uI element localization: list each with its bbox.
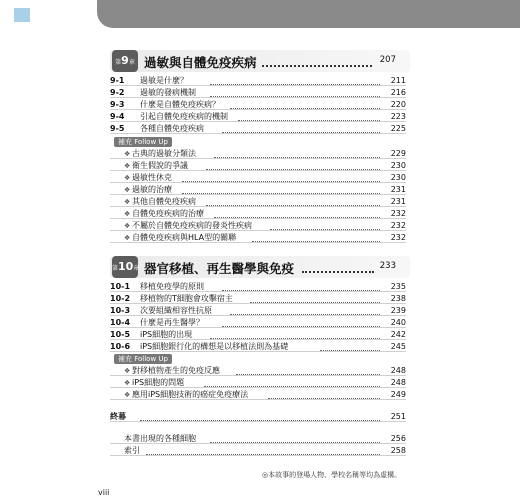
toc-row[interactable] [110,294,406,304]
section-title: 什麼是再生醫學？ [140,318,204,327]
supplement-row[interactable] [110,197,406,207]
dot-leader [320,349,380,351]
chapter-badge-number: 9 [121,54,129,67]
supplement-title: 不屬於自體免疫疾病的發炎性疾病 [132,221,252,230]
chapter-badge [112,256,138,278]
corner-accent-square [14,8,30,22]
section-page: 240 [390,318,406,327]
supplement-title: 古典的過敏分類法 [132,149,196,158]
dot-leader [268,397,380,399]
section-number: 10-3 [110,306,131,315]
section-page: 245 [390,342,406,351]
dot-leader [252,240,380,242]
section-title: 各種自體免疫疾病 [140,124,204,133]
dot-leader [204,385,380,387]
dot-leader [214,156,380,158]
diamond-bullet-icon: ❖ [124,391,131,399]
supplement-row[interactable] [110,221,406,231]
section-title: iPS細胞銀行化的構想是以移植法則為基礎 [140,342,289,351]
diamond-bullet-icon: ❖ [124,174,131,182]
toc-row[interactable] [110,100,406,110]
chapter-title: 過敏與自體免疫疾病 [144,55,257,70]
chapter-page: 207 [379,55,396,65]
section-page: 239 [390,306,406,315]
dot-leader [302,265,374,273]
backmatter-title: 索引 [124,446,140,455]
chapter-badge-number: 10 [118,260,134,273]
dot-leader [214,216,380,218]
toc-row[interactable] [110,342,406,352]
dot-leader [210,83,380,85]
toc-row[interactable] [110,112,406,122]
diamond-bullet-icon: ❖ [124,162,131,170]
fiction-note: ◎本故事的登場人物、學校名稱等均為虛構。 [262,471,402,479]
section-number: 10-4 [110,318,131,327]
dot-leader [182,180,380,182]
section-number: 10-6 [110,342,131,351]
supplement-title: 對移植物產生的免疫反應 [132,366,220,375]
section-number: 10-2 [110,294,131,303]
dot-leader [146,453,380,455]
section-number: 9-2 [110,88,125,97]
supplement-page: 249 [390,390,406,399]
section-title: 引起自體免疫疾病的機制 [140,112,228,121]
header-band [97,0,520,28]
dot-leader [206,168,380,170]
supplement-row[interactable] [110,209,406,219]
chapter-badge-suffix: 章 [133,265,140,272]
section-page: 225 [390,124,406,133]
backmatter-page: 256 [390,434,406,443]
dot-leader [210,337,380,339]
supplement-row[interactable] [110,378,406,388]
section-title: 移植免疫學的原則 [140,282,204,291]
section-number: 9-4 [110,112,125,121]
supplement-title: 自體免疫疾病與HLA型的關聯 [132,233,237,242]
diamond-bullet-icon: ❖ [124,222,131,230]
section-number: 10-1 [110,282,131,291]
supplement-title: 應用iPS細胞技術的癌症免疫療法 [132,390,249,399]
supplement-tag: 補充 Follow Up [114,137,172,147]
supplement-page: 230 [390,173,406,182]
supplement-title: 衛生假說的爭議 [132,161,188,170]
toc-row[interactable] [110,330,406,340]
dot-leader [182,192,380,194]
supplement-title: 自體免疫疾病的治療 [132,209,204,218]
section-title: 次要組織相容性抗原 [140,306,212,315]
section-page: 238 [390,294,406,303]
dot-leader [222,289,380,291]
diamond-bullet-icon: ❖ [124,234,131,242]
dot-leader [236,373,380,375]
supplement-row[interactable] [110,390,406,400]
dot-leader [250,301,380,303]
dot-leader [230,313,380,315]
toc-row-epilogue[interactable] [110,412,406,422]
backmatter-page: 251 [390,412,406,421]
toc-row[interactable] [110,306,406,316]
toc-row[interactable] [110,124,406,134]
section-page: 220 [390,100,406,109]
supplement-row[interactable] [110,233,406,243]
toc-row[interactable] [110,88,406,98]
section-page: 235 [390,282,406,291]
toc-row[interactable] [110,318,406,328]
chapter-badge-prefix: 第 [112,265,119,272]
supplement-title: 過敏的治療 [132,185,172,194]
chapter-badge-suffix: 章 [128,59,135,66]
toc-row-cells[interactable] [110,434,406,444]
diamond-bullet-icon: ❖ [124,198,131,206]
supplement-tag: 補充 Follow Up [114,354,172,364]
supplement-page: 248 [390,378,406,387]
section-title: 移植物的T細胞會攻擊宿主 [140,294,233,303]
section-number: 9-3 [110,100,125,109]
chapter-page: 233 [379,261,396,271]
page-folio: viii [98,488,110,497]
diamond-bullet-icon: ❖ [124,367,131,375]
section-title: 什麼是自體免疫疾病？ [140,100,220,109]
backmatter-title: 本書出現的各種細胞 [124,434,196,443]
toc-row-index[interactable] [110,446,406,456]
supplement-page: 229 [390,149,406,158]
supplement-page: 230 [390,161,406,170]
toc-row[interactable] [110,282,406,292]
section-title: 過敏的發病機制 [140,88,196,97]
supplement-page: 232 [390,209,406,218]
supplement-page: 231 [390,185,406,194]
supplement-title: 過敏性休克 [132,173,172,182]
supplement-row[interactable] [110,185,406,195]
section-page: 242 [390,330,406,339]
dot-leader [262,59,372,67]
supplement-title: iPS細胞的問題 [132,378,185,387]
chapter-title: 器官移植、再生醫學與免疫 [144,261,295,276]
dot-leader [210,95,380,97]
dot-leader [222,325,380,327]
chapter-10-heading[interactable] [110,256,410,278]
diamond-bullet-icon: ❖ [124,379,131,387]
dot-leader [270,228,380,230]
chapter-9-heading[interactable] [110,50,410,72]
chapter-badge [112,50,138,72]
backmatter-title: 終幕 [110,412,126,421]
toc-row[interactable] [110,76,406,86]
supplement-title: 其他自體免疫疾病 [132,197,196,206]
dot-leader [140,419,380,421]
dot-leader [238,119,380,121]
supplement-row[interactable] [110,161,406,171]
section-page: 216 [390,88,406,97]
section-page: 211 [390,76,406,85]
backmatter-page: 258 [390,446,406,455]
supplement-row[interactable] [110,366,406,376]
diamond-bullet-icon: ❖ [124,186,131,194]
dot-leader [210,441,380,443]
diamond-bullet-icon: ❖ [124,210,131,218]
section-title: 過敏是什麼？ [140,76,188,85]
supplement-page: 232 [390,221,406,230]
section-title: iPS細胞的出現 [140,330,193,339]
section-page: 223 [390,112,406,121]
supplement-row[interactable] [110,149,406,159]
supplement-page: 248 [390,366,406,375]
section-number: 9-5 [110,124,125,133]
dot-leader [230,107,380,109]
supplement-page: 232 [390,233,406,242]
chapter-badge-prefix: 第 [115,59,122,66]
diamond-bullet-icon: ❖ [124,150,131,158]
supplement-page: 231 [390,197,406,206]
section-number: 9-1 [110,76,125,85]
dot-leader [206,204,380,206]
dot-leader [222,131,380,133]
section-number: 10-5 [110,330,131,339]
supplement-row[interactable] [110,173,406,183]
